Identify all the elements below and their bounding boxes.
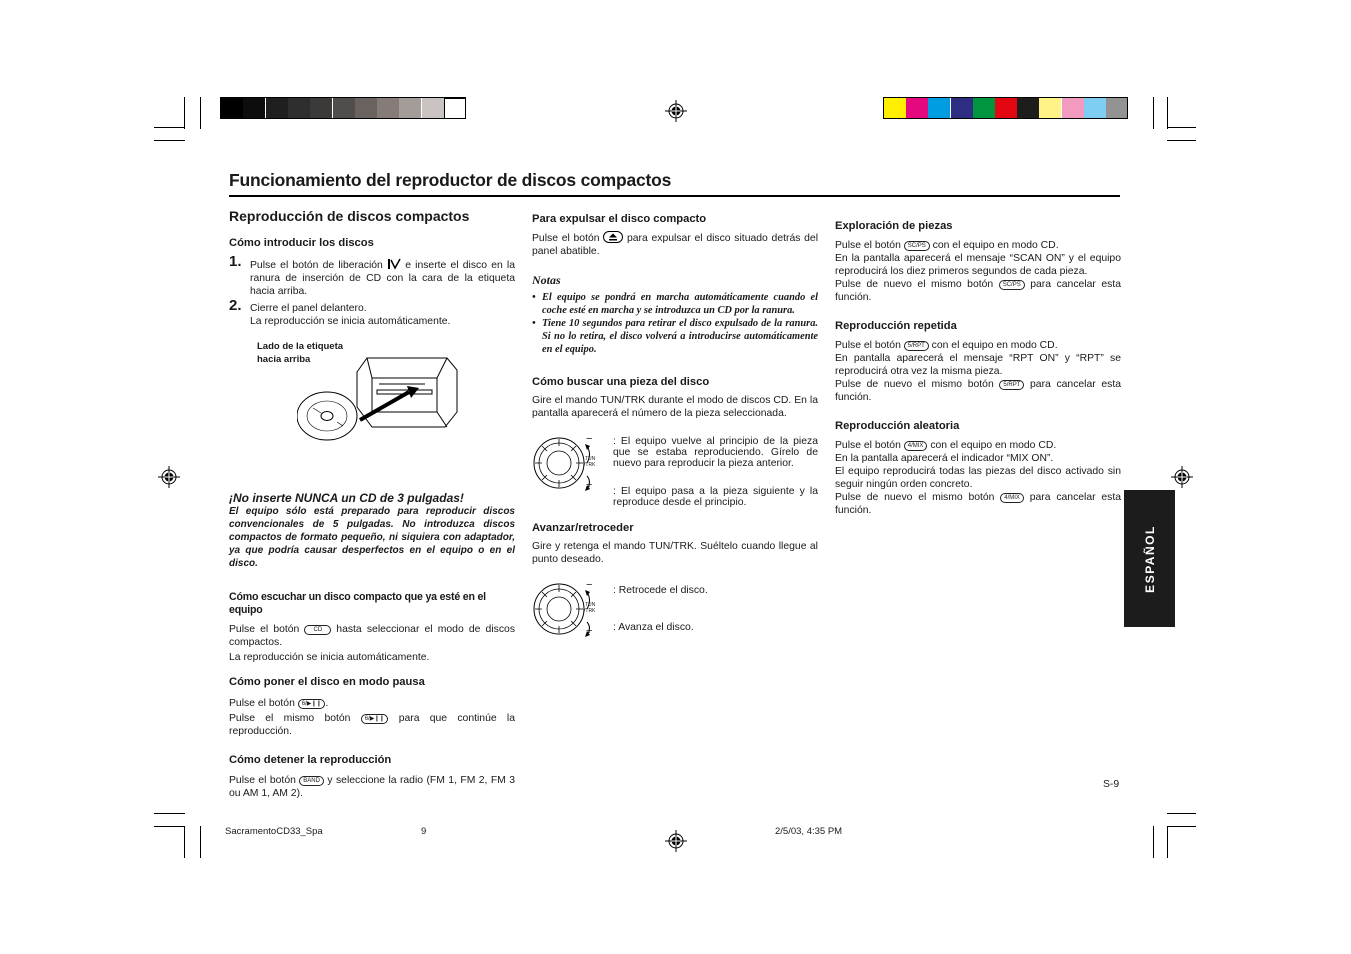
listen-text: Pulse el botón xyxy=(229,624,300,635)
step-2-text: Cierre el panel delantero. xyxy=(250,303,367,314)
ff-plus-text: : Avanza el disco. xyxy=(613,622,694,633)
ff-heading: Avanzar/retroceder xyxy=(532,522,634,534)
search-plus-text: : El equipo pasa a la pieza siguiente y la reproduce desde el principio. xyxy=(613,486,818,508)
knob-label: TUN xyxy=(585,602,596,608)
mix-desc: El equipo reproducirá todas las piezas del disco activado sin seguir ningún orden concreto. xyxy=(835,466,1121,490)
registration-mark-icon xyxy=(1171,466,1193,488)
pause-resume-text-cont: para que continúe la reproducción. xyxy=(229,713,515,737)
pause-button-icon: 6/▶❙❙ xyxy=(298,699,326,709)
mix-button-icon: 4/MIX xyxy=(1000,493,1024,503)
registration-mark-icon xyxy=(665,830,687,852)
knob-plus-sign: + xyxy=(586,625,593,637)
footer-filename: SacramentoCD33_Spa xyxy=(225,826,323,837)
pause-text-dot: . xyxy=(325,698,329,709)
listen-auto-text: La reproducción se inicia automáticamente. xyxy=(229,652,430,663)
repeat-button-icon: 5/RPT xyxy=(999,380,1024,390)
cd-slot-illustration xyxy=(297,352,467,442)
search-minus-text: : El equipo vuelve al principio de la pieza que se estaba reproduciendo. Gírelo de nuevo para reproducir la pieza anterior. xyxy=(613,436,818,469)
mix-button-icon: 4/MIX xyxy=(904,441,928,451)
stop-text: Pulse el botón xyxy=(229,775,296,786)
repeat-desc: En pantalla aparecerá el mensaje “RPT ON” y “RPT” se reproducirá otra vez la misma pieza. xyxy=(835,353,1121,377)
eject-text: Pulse el botón xyxy=(532,233,600,244)
note-item: • El equipo se pondrá en marcha automáticamente cuando el coche esté en marcha y se introduzca un CD por la ranura. xyxy=(542,291,818,317)
scan-desc: En la pantalla aparecerá el mensaje “SCAN ON” y el equipo reproducirá los diez primeros segundos de cada pieza. xyxy=(835,253,1121,277)
scan-button-icon: SC/PS xyxy=(999,280,1025,290)
step-1-text: Pulse el botón de liberación xyxy=(250,260,383,271)
listen-text-cont: hasta seleccionar el modo de discos compactos. xyxy=(229,624,516,648)
cd-insert-figure xyxy=(229,334,515,452)
column-2 xyxy=(532,213,818,642)
release-button-icon xyxy=(387,258,401,270)
ff-text: Gire y retenga el mando TUN/TRK. Suéltelo cuando llegue al punto deseado. xyxy=(532,541,818,565)
repeat-cancel-text-cont: para cancelar esta función. xyxy=(835,379,1121,403)
notes-list xyxy=(532,291,818,356)
knob-label: /TRK xyxy=(584,608,596,614)
column-3 xyxy=(835,220,1121,517)
mix-indicator-text: En la pantalla aparecerá el indicador “MIX ON”. xyxy=(835,453,1054,464)
band-button-icon: BAND xyxy=(299,776,324,786)
section-title: Reproducción de discos compactos xyxy=(229,208,470,224)
language-tab xyxy=(1124,490,1175,627)
stop-heading: Cómo detener la reproducción xyxy=(229,754,392,766)
step-number: 2. xyxy=(229,297,242,314)
repeat-text: Pulse el botón xyxy=(835,340,901,351)
knob-plus-sign: + xyxy=(586,479,593,491)
scan-text-cont: con el equipo en modo CD. xyxy=(932,240,1059,251)
repeat-heading: Reproducción repetida xyxy=(835,320,957,332)
step-1 xyxy=(229,253,516,298)
mix-cancel-text-cont: para cancelar esta función. xyxy=(835,492,1122,516)
mix-text: Pulse el botón xyxy=(835,440,901,451)
scan-button-icon: SC/PS xyxy=(904,241,930,251)
column-1 xyxy=(229,210,515,800)
search-heading: Cómo buscar una pieza del disco xyxy=(532,376,710,388)
step-2 xyxy=(229,297,515,328)
page-number: S-9 xyxy=(1103,779,1120,790)
pause-button-icon: 6/▶❙❙ xyxy=(361,714,389,724)
ff-minus-text: : Retrocede el disco. xyxy=(613,585,708,596)
mix-cancel-text: Pulse de nuevo el mismo botón xyxy=(835,492,995,503)
notes-title: Notas xyxy=(532,273,561,287)
step-number: 1. xyxy=(229,253,242,270)
stop-text-cont: y seleccione la radio (FM 1, FM 2, FM 3 ou AM 1, AM 2). xyxy=(229,775,516,799)
mix-text-cont: con el equipo en modo CD. xyxy=(930,440,1057,451)
knob-label: TUN xyxy=(585,456,596,462)
scan-heading: Exploración de piezas xyxy=(835,220,953,232)
scan-cancel-text: Pulse de nuevo el mismo botón xyxy=(835,279,994,290)
page-title: Funcionamiento del reproductor de discos compactos xyxy=(229,170,672,190)
knob-minus-sign: − xyxy=(586,433,593,445)
warning-text: El equipo sólo está preparado para reproducir discos convencionales de 5 pulgadas. No introduzca discos compactos de formato pequeño, ni siquiera con adaptador, ya que podría causar desperfectos en el equipo o en el disco. xyxy=(229,506,515,569)
pause-text: Pulse el botón xyxy=(229,698,295,709)
eject-button-icon xyxy=(603,231,623,243)
repeat-button-icon: 5/RPT xyxy=(904,341,929,351)
scan-text: Pulse el botón xyxy=(835,240,901,251)
note-item: • Tiene 10 segundos para retirar el disco expulsado de la ranura. Si no lo retira, el disco volverá a introducirse automáticamente en el equipo. xyxy=(542,317,818,356)
step-1-text-cont: e inserte el disco en la ranura de inserción de CD con la cara de la etiqueta hacia arriba. xyxy=(250,260,516,297)
cd-button-icon: CD xyxy=(304,625,331,635)
search-text: Gire el mando TUN/TRK durante el modo de discos CD. En la pantalla aparecerá el número de la pieza seleccionada. xyxy=(532,395,818,419)
scan-cancel-text-cont: para cancelar esta función. xyxy=(835,279,1122,303)
knob-label: /TRK xyxy=(584,462,596,468)
color-bar-frame xyxy=(883,97,1128,119)
warning-title: ¡No inserte NUNCA un CD de 3 pulgadas! xyxy=(229,491,464,505)
eject-text-cont: para expulsar el disco situado detrás del panel abatible. xyxy=(532,233,819,257)
registration-mark-icon xyxy=(665,100,687,122)
eject-heading: Para expulsar el disco compacto xyxy=(532,213,707,225)
mix-heading: Reproducción aleatoria xyxy=(835,420,960,432)
ff-knob-figure xyxy=(532,579,818,642)
registration-mark-icon xyxy=(158,466,180,488)
title-rule xyxy=(229,195,1120,197)
repeat-text-cont: con el equipo en modo CD. xyxy=(931,340,1058,351)
footer-page: 9 xyxy=(421,826,427,837)
language-tab-label: ESPAÑOL xyxy=(1142,524,1157,593)
pause-resume-text: Pulse el mismo botón xyxy=(229,713,351,724)
insert-heading: Cómo introducir los discos xyxy=(229,237,374,249)
figure-label: Lado de la etiqueta hacia arriba xyxy=(257,341,344,365)
step-2-text-cont: La reproducción se inicia automáticamente. xyxy=(250,316,451,327)
gray-bar-frame xyxy=(220,97,466,119)
footer-date: 2/5/03, 4:35 PM xyxy=(775,826,843,837)
knob-minus-sign: − xyxy=(586,579,593,591)
repeat-cancel-text: Pulse de nuevo el mismo botón xyxy=(835,379,994,390)
search-knob-figure xyxy=(532,433,818,516)
listen-heading: Cómo escuchar un disco compacto que ya esté en el equipo xyxy=(229,591,486,616)
pause-heading: Cómo poner el disco en modo pausa xyxy=(229,676,425,688)
